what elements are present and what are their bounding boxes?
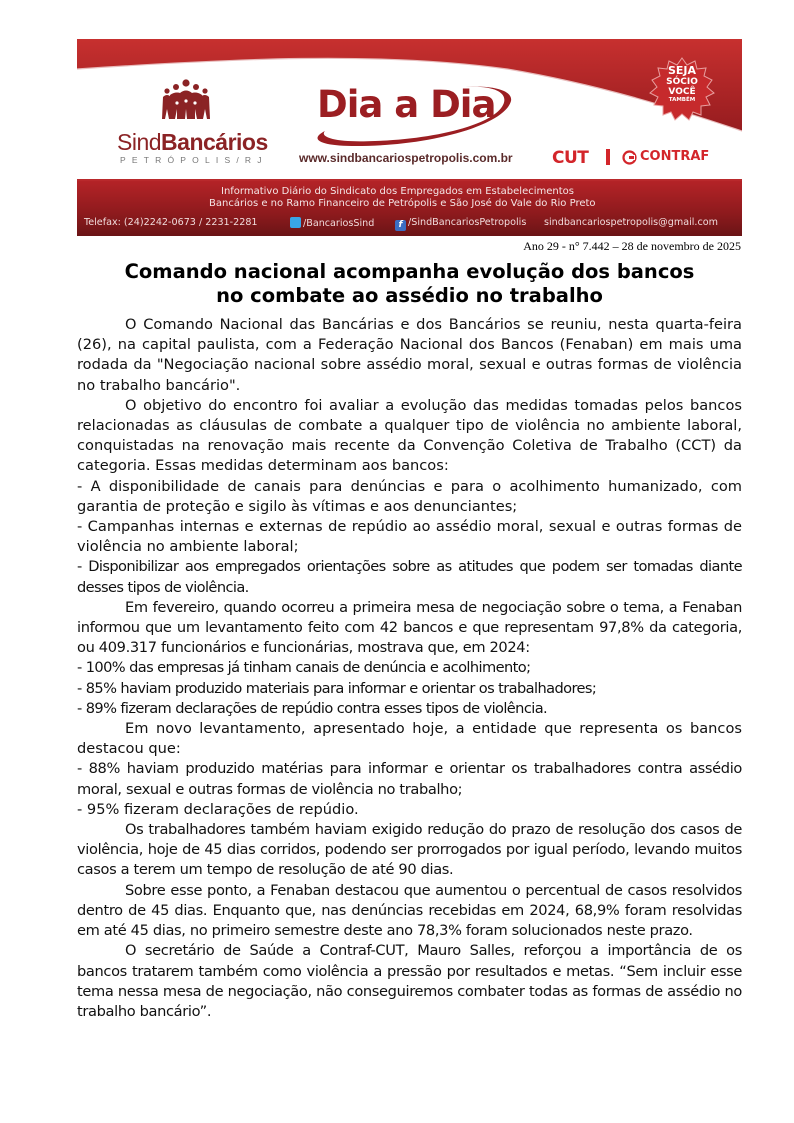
masthead-title: Dia a Dia	[317, 83, 496, 126]
email-link[interactable]: sindbancariospetropolis@gmail.com	[544, 217, 718, 228]
info-line-1: Informativo Diário do Sindicato dos Empregados em Estabelecimentos	[221, 186, 574, 197]
cut-logo: CUT	[552, 148, 589, 168]
seal-line-2: SÓCIO	[666, 77, 698, 87]
list-item: - 95% fizeram declarações de repúdio.	[77, 800, 359, 818]
twitter-link[interactable]	[290, 217, 374, 229]
article-paragraph: Sobre esse ponto, a Fenaban destacou que aumentou o percentual de casos resolvidos dentro de 45 dias. Enquanto que, nas denúncias recebidas em 2024, 68,9% foram resolvidas em até 45 dias, no primeiro semestre deste ano 78,3% foram solucionados neste prazo.	[77, 881, 742, 940]
headline-line-1: Comando nacional acompanha evolução dos bancos	[124, 260, 695, 283]
article-paragraph: Em novo levantamento, apresentado hoje, a entidade que representa os bancos destacou que:	[77, 720, 742, 758]
site-url[interactable]: www.sindbancariospetropolis.com.br	[299, 151, 513, 165]
list-item: - A disponibilidade de canais para denúncias e para o acolhimento humanizado, com garantia de proteção e sigilo às vítimas e aos denunciantes;	[77, 477, 742, 515]
seal-line-4: TAMBÉM	[668, 97, 696, 103]
masthead-banner	[77, 39, 742, 236]
list-item: - 100% das empresas já tinham canais de denúncia e acolhimento;	[77, 659, 531, 677]
seal-line-3: VOCÊ	[668, 87, 696, 97]
twitter-icon	[290, 217, 301, 228]
union-logo-subtitle: PETRÓPOLIS/RJ	[120, 155, 268, 165]
article-paragraph: O objetivo do encontro foi avaliar a evolução das medidas tomadas pelos bancos relacionadas as cláusulas de combate a qualquer tipo de violência no ambiente laboral, conquistadas na renovação mais recente da Convenção Coletiva de Trabalho (CCT) da categoria. Essas medidas determinam aos bancos:	[77, 396, 742, 475]
list-item: - Disponibilizar aos empregados orientações sobre as atitudes que podem ser tomadas diante desses tipos de violência.	[77, 558, 742, 596]
list-item: - 88% haviam produzido matérias para informar e orientar os trabalhadores contra assédio moral, sexual e outras formas de violência no trabalho;	[77, 760, 742, 798]
headline-line-2: no combate ao assédio no trabalho	[216, 284, 603, 307]
contraf-logo: CONTRAF	[640, 149, 710, 164]
contraf-logo-icon	[622, 150, 637, 165]
telefax: Telefax: (24)2242-0673 / 2231-2281	[84, 217, 258, 228]
article-paragraph: O Comando Nacional das Bancárias e dos Bancários se reuniu, nesta quarta-feira (26), na capital paulista, com a Federação Nacional dos Bancos (Fenaban) em mais uma rodada da "Negociação nacional sobre assédio moral, sexual e outras formas de violência no trabalho bancário".	[77, 316, 742, 394]
article-paragraph: Os trabalhadores também haviam exigido redução do prazo de resolução dos casos de violência, hoje de 45 dias corridos, podendo ser prorrogados por igual período, levando muitos casos a terem um tempo de resolução de até 90 dias.	[77, 821, 742, 879]
info-band	[77, 179, 742, 236]
union-people-logo-icon	[161, 79, 211, 121]
twitter-handle: /BancariosSind	[303, 218, 375, 229]
seal-line-1: SEJA	[667, 64, 697, 77]
list-item: - 85% haviam produzido materiais para informar e orientar os trabalhadores;	[77, 679, 597, 697]
article-paragraph: Em fevereiro, quando ocorreu a primeira mesa de negociação sobre o tema, a Fenaban informou que um levantamento feito com 42 bancos e que representam 97,8% da categoria, ou 409.317 funcionários e funcionárias, mostrava que, em 2024:	[77, 598, 742, 657]
article-body	[77, 315, 742, 1022]
union-logo-name: SindBancários	[117, 129, 268, 155]
edition-info: Ano 29 - n° 7.442 – 28 de novembro de 2025	[523, 239, 741, 253]
list-item: - Campanhas internas e externas de repúdio ao assédio moral, sexual e outras formas de violência no ambiente laboral;	[77, 518, 742, 556]
list-item: - 89% fizeram declarações de repúdio contra esses tipos de violência.	[77, 699, 548, 717]
facebook-handle: /SindBancariosPetropolis	[408, 217, 527, 228]
article-paragraph: O secretário de Saúde a Contraf-CUT, Mauro Salles, reforçou a importância de os bancos tratarem também como violência a pressão por resultados e metas. “Sem incluir esse tema nessa mesa de negociação, não conseguiremos combater todas as formas de assédio no trabalho bancário”.	[77, 942, 742, 1020]
facebook-link[interactable]	[395, 217, 526, 231]
article-headline	[77, 260, 742, 308]
facebook-icon: f	[395, 220, 406, 231]
cut-logo-mark-icon	[606, 149, 610, 165]
info-line-2: Bancários e no Ramo Financeiro de Petrópolis e São José do Vale do Rio Preto	[209, 198, 596, 209]
membership-seal-text	[649, 65, 715, 104]
